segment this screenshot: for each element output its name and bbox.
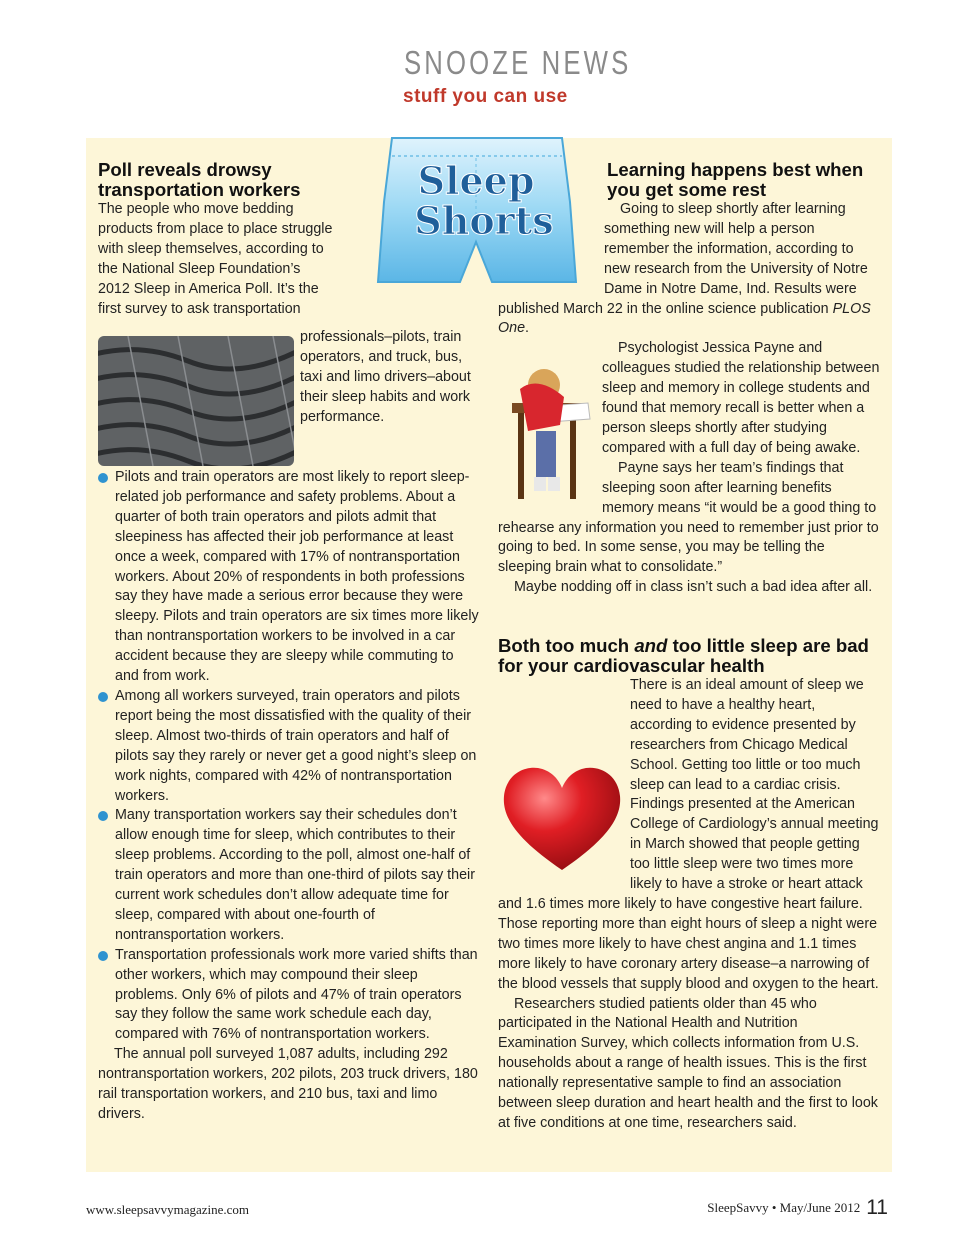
right1-paragraph: Psychologist Jessica Payne and colleagues studied the relationship between sleep and memory in college students and found that memory recall is better when a person sleeps shortly after studying compared with a full day of being awake.: [602, 340, 880, 456]
page-number: 11: [866, 1196, 888, 1219]
right-article-learning: [498, 160, 880, 598]
right2-heading: Both too much and too little sleep are bad for your cardiovascular health: [498, 635, 869, 676]
heart-image: [498, 762, 626, 878]
bullet-dot-icon: [98, 811, 108, 821]
logo-line-sleep: Sleep: [417, 158, 535, 203]
footer-brand: SleepSavvy • May/June 2012 11: [707, 1196, 888, 1219]
bullet-item: Pilots and train operators are most likely to report sleep-related job performance and safety problems. About a quarter of both train operators and pilots admit that sleepiness has affected their job performance at least once a week, compared with 17% of nontransportation workers. About 20% of respondents in both professions say they have made a serious error because they were sleepy. Pilots and train operators are six times more likely than nontransportation workers to be involved in a car accident because they are sleepy while commuting to and from work.: [98, 468, 480, 687]
logo-wrap-spacer: [498, 160, 604, 286]
right1-paragraph: Payne says her team’s findings that sleeping soon after learning benefits memory means “it would be a good thing to rehearse any information you need to remember just prior to going to bed. In some sense, you may be telling the sleeping brain what to consolidate.”: [498, 459, 879, 576]
right1-heading: Learning happens best when you get some rest: [607, 159, 864, 200]
section-subtitle: stuff you can use: [403, 86, 568, 107]
tire-image: [98, 336, 294, 466]
right2-paragraph: Researchers studied patients older than 45 who participated in the National Health and Nutrition Examination Survey, which collects information from U.S. households about a range of health issues. This is the first nationally representative sample to find an association between sleep duration and heart health and the first to look at five conditions at one time, researchers said.: [498, 995, 878, 1131]
bullet-item: Among all workers surveyed, train operators and pilots report being the most dissatisfied with the quality of their sleep. Almost two-thirds of train operators and half of pilots say they rarely or never get a good night’s sleep on work nights, compared with 42% of nontransportation workers.: [98, 687, 480, 806]
right2-paragraph: There is an ideal amount of sleep we need to have a healthy heart, according to evidence presented by researchers from Chicago Medical School. Getting too little or too much sleep can lead to a cardiac crisis. Findings presented at the American College of Cardiology’s annual meeting in March showed that people getting too little sleep were two times more likely to have a stroke or heart attack and 1.6 times more likely to have congestive heart failure. Those reporting more than eight hours of sleep a night were two times more likely to have chest angina and 1.1 times more likely to have coronary artery disease–a narrowing of the blood vessels that supply blood and oxygen to the heart.: [498, 677, 879, 992]
left-intro: The people who move bedding products from place to place struggle with sleep themselves, according to the National Sleep Foundation’s 2012 Sleep in America Poll. It’s the first survey to ask transportation professionals–pilots, train operators, and truck, bus, taxi and limo drivers–about their sleep habits and work performance.: [98, 201, 471, 425]
sleeping-student-image: [498, 345, 598, 505]
left-column: [98, 160, 480, 1125]
right1-paragraph: Going to sleep shortly after learning something new will help a person remember the information, according to new research from the University of Notre Dame in Notre Dame, Ind. Results were published March 22 in the online science publication PLOS One.: [498, 201, 871, 337]
left-heading: Poll reveals drowsy transportation workers: [98, 159, 301, 200]
bullet-item: Many transportation workers say their schedules don’t allow enough time for sleep, which contributes to their sleep problems. According to the poll, almost one-half of train operators and more than one-third of pilots say their current work schedules don’t allow adequate time for sleep, compared with about one-fourth of nontransportation workers.: [98, 806, 480, 945]
bullet-dot-icon: [98, 692, 108, 702]
logo-line-shorts: Shorts: [414, 198, 554, 243]
bullet-dot-icon: [98, 951, 108, 961]
logo-wrap-spacer: [334, 200, 480, 328]
bullet-dot-icon: [98, 473, 108, 483]
bullet-item: Transportation professionals work more varied shifts than other workers, which may compound their sleep problems. Only 6% of pilots and 47% of train operators say they follow the same work schedule each day, compared with 76% of nontransportation workers.: [98, 946, 480, 1046]
left-closing: The annual poll surveyed 1,087 adults, including 292 nontransportation workers, 202 pilots, 203 truck drivers, 180 rail transportation workers, and 210 bus, taxi and limo drivers.: [98, 1046, 478, 1122]
section-kicker: SNOOZE NEWS: [404, 44, 632, 81]
right-article-heart: [498, 636, 880, 1134]
right1-paragraph: Maybe nodding off in class isn’t such a bad idea after all.: [514, 579, 873, 596]
footer-url: www.sleepsavvymagazine.com: [86, 1202, 250, 1217]
